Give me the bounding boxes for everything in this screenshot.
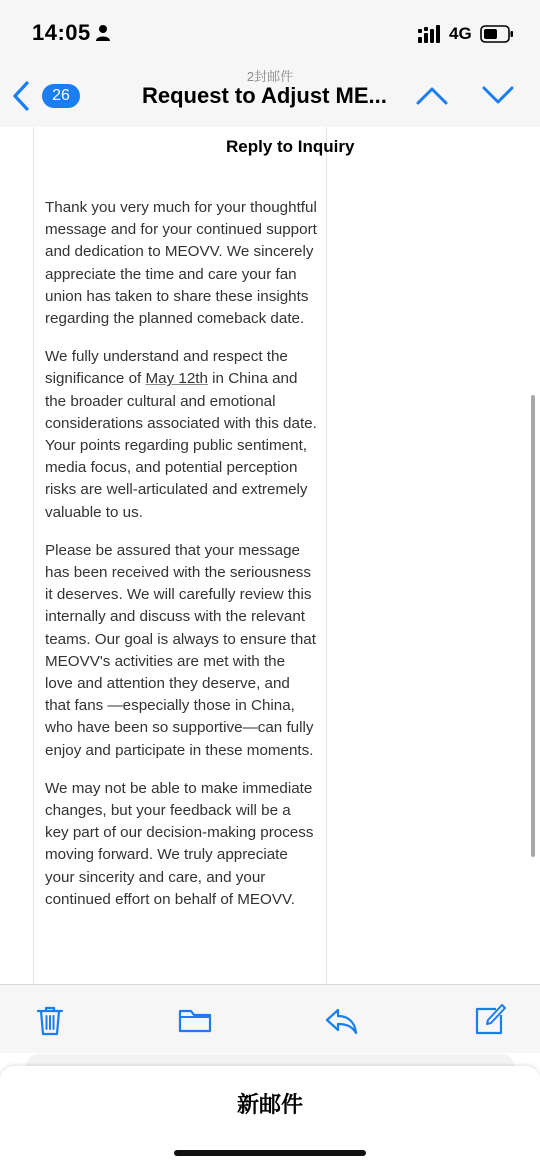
content-border-right (326, 127, 327, 984)
unread-count-badge[interactable]: 26 (42, 84, 80, 108)
email-text (45, 197, 317, 927)
new-mail-title[interactable]: 新邮件 (236, 1092, 303, 1117)
email-subject-title: Request to Adjust ME... (142, 83, 387, 108)
thread-count: 2封邮件 (246, 69, 294, 84)
email-paragraph (45, 346, 317, 524)
content-border-left (33, 127, 34, 984)
reply-icon[interactable] (324, 1003, 358, 1037)
email-heading: Reply to Inquiry (226, 137, 355, 156)
email-paragraph: We may not be able to make immediate changes, but your feedback will be a key part of our decision-making process moving forward. We truly appreciate your sincerity and care, and your continued effort on behalf of MEOVV. (45, 779, 314, 908)
person-icon (95, 24, 111, 42)
compose-icon[interactable] (472, 1003, 506, 1037)
paragraph-text: in China and the broader cultural and emotional considerations associated with this date. Your points regarding public sentiment, media focus, and potential perception risks are well-articulated and extremely valuable to us. (45, 370, 317, 521)
battery-icon (480, 25, 514, 43)
scrollbar[interactable] (531, 395, 535, 857)
trash-icon[interactable] (33, 1003, 67, 1037)
date-link[interactable]: May 12th (145, 370, 208, 388)
folder-icon[interactable] (178, 1003, 212, 1037)
email-paragraph: Please be assured that your message has been received with the seriousness it deserves. We will carefully review this internally and discuss with the relevant teams. Our goal is always to ensure that MEOVV's activities are met with the love and attention they deserve, and that fans —especially those in China, who have been so supportive—can fully enjoy and participate in these moments. (45, 541, 316, 759)
nav-bar (0, 66, 540, 128)
home-indicator[interactable] (174, 1150, 366, 1156)
network-type: 4G (449, 24, 472, 43)
email-paragraph: Thank you very much for your thoughtful message and for your continued support and dedication to MEOVV. We sincerely appreciate the time and care your fan union has taken to share these insights regarding the planned comeback date. (45, 199, 317, 328)
status-bar (0, 0, 540, 66)
signal-icon (418, 25, 442, 43)
previous-message-chevron-up-icon[interactable] (414, 82, 450, 108)
next-message-chevron-down-icon[interactable] (480, 82, 516, 108)
email-body[interactable] (0, 127, 540, 984)
bottom-toolbar (0, 984, 540, 1053)
paragraph-text: We fully understand and respect the significance of (45, 348, 288, 388)
status-time: 14:05 (32, 20, 91, 45)
